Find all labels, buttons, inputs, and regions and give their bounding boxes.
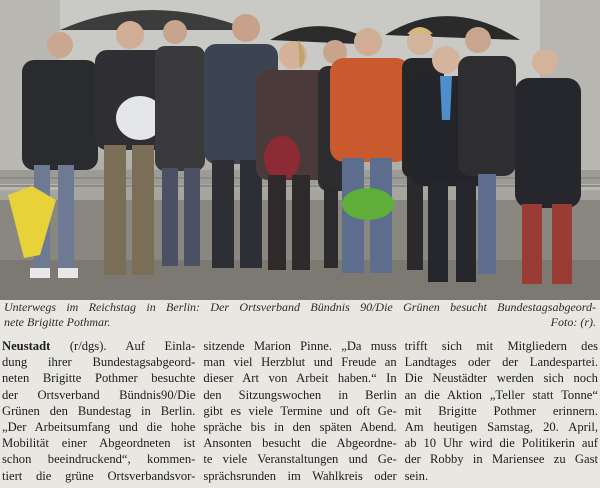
article-first-line bbox=[2, 338, 195, 354]
article-line: gibt es viele Termine und oft Ge- bbox=[203, 403, 397, 418]
article-line: an die Aktion „Teller statt Tonne“ bbox=[404, 387, 598, 402]
article-line: (r/dgs). Auf Einla- bbox=[50, 339, 196, 353]
article-body bbox=[2, 338, 598, 486]
article-line: „Der Arbeitsumfang und die hohe bbox=[2, 420, 196, 435]
dateline: Neustadt bbox=[2, 339, 51, 353]
article-line: sprächsrunden im Wahlkreis oder bbox=[203, 468, 397, 483]
article-line: sitzende Marion Pinne. „Da muss bbox=[203, 339, 397, 353]
article-line: mit Brigitte Pothmer erinnern. bbox=[404, 403, 598, 418]
article-line: te viele Veranstaltungen und Ge- bbox=[203, 452, 397, 467]
article-line: man viel Herzblut und Freude an bbox=[203, 355, 397, 370]
article-column-1 bbox=[2, 338, 195, 486]
caption-line-2: nete Brigitte Pothmar. bbox=[4, 315, 111, 329]
article-line: Landtages oder der Landespartei. bbox=[404, 355, 598, 370]
photo-caption bbox=[4, 300, 596, 334]
article-line: tiert die grüne Ortsverbandsvor- bbox=[2, 468, 196, 483]
article-line: Grünen den Bundestag in Berlin. bbox=[2, 403, 196, 418]
article-line: der Robby in Mariensee zu Gast bbox=[404, 452, 598, 467]
article-line: Mobilität einer Abgeordneten ist bbox=[2, 436, 196, 451]
photo-credit: Foto: (r). bbox=[550, 315, 596, 329]
article-line: schon beeindruckend“, kommen- bbox=[2, 452, 196, 467]
article-line: Ansonten besucht die Abgeordne- bbox=[203, 436, 397, 451]
article-line: trifft sich mit Mitgliedern des bbox=[404, 339, 598, 353]
article-line: spräche bis in den späten Abend. bbox=[203, 420, 397, 435]
article-line: neten Brigitte Pothmer besuchte bbox=[2, 371, 196, 386]
article-line: Die Neustädter werden sich noch bbox=[404, 371, 598, 386]
article-line: den Sitzungswochen in Berlin bbox=[203, 387, 397, 402]
article-line: dieser Art von Arbeit haben.“ In bbox=[203, 371, 397, 386]
caption-line-1: Unterwegs im Reichstag in Berlin: Der Ortsverband Bündnis 90/Die Grünen besucht Bundestagsabgeord- bbox=[4, 300, 596, 314]
article-line: Am heutigen Samstag, 20. April, bbox=[404, 420, 598, 435]
article-line: der Ortsverband Bündnis90/Die bbox=[2, 387, 196, 402]
article-column-2 bbox=[203, 338, 396, 486]
article-line: ab 10 Uhr wird die Politikerin auf bbox=[404, 436, 598, 451]
article-column-3 bbox=[405, 338, 598, 486]
article-line: dung ihrer Bundestagsabgeord- bbox=[2, 355, 196, 370]
article-line: sein. bbox=[404, 468, 429, 483]
